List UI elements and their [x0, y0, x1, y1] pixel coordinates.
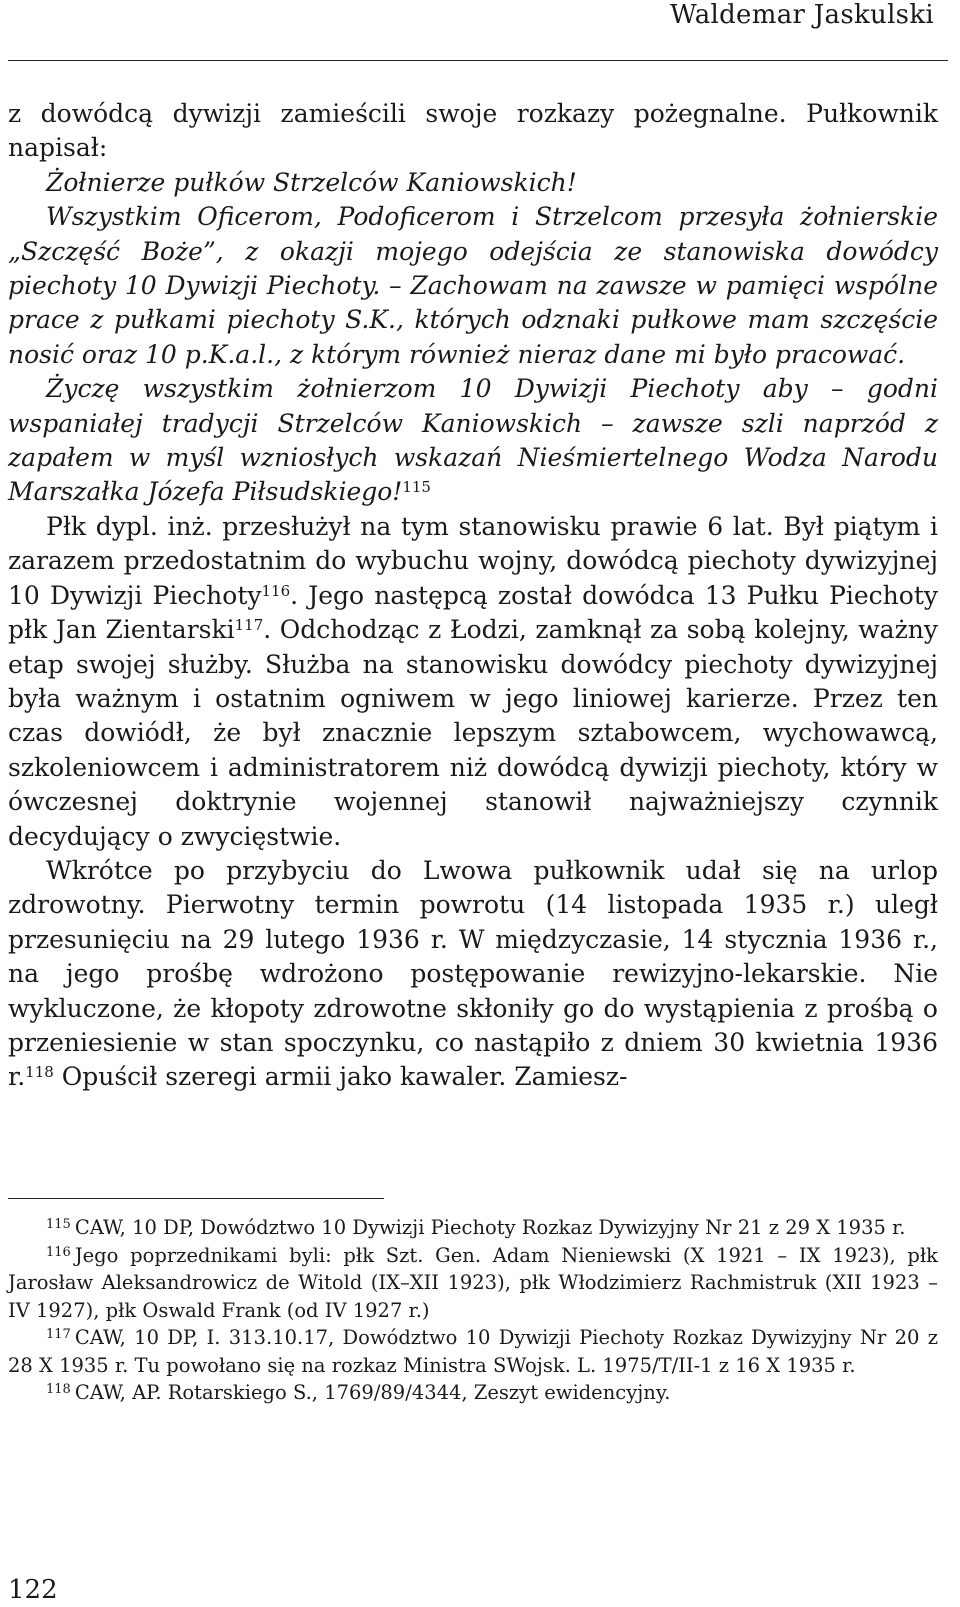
footnote-ref-117: 117: [234, 616, 264, 635]
footnote-number: 116: [46, 1244, 71, 1260]
paragraph-4-part-b: Opuścił szeregi armii jako kawaler. Zamiesz-: [53, 1062, 628, 1092]
footnote-separator: [8, 1198, 384, 1199]
page-number: 122: [8, 1575, 58, 1605]
running-header-author: Waldemar Jaskulski: [669, 0, 934, 30]
quote-paragraph-2: [8, 372, 938, 510]
footnote-number: 117: [46, 1327, 71, 1342]
paragraph-4: [8, 854, 938, 1095]
page-header: [0, 0, 960, 62]
paragraph-3-part-b: . Jego następcą został dowódca 13 Pułku Piechoty płk Jan Zientarski: [8, 580, 938, 645]
main-text: [8, 97, 938, 1095]
paragraph-1: z dowódcą dywizji zamieścili swoje rozkazy pożegnalne. Pułkownik napisał:: [8, 99, 938, 163]
footnote-118: [8, 1379, 938, 1407]
footnote-number: 115: [46, 1217, 71, 1232]
quote-salutation: Żołnierze pułków Strzelców Kaniowskich!: [46, 167, 577, 197]
paragraph-3: [8, 510, 938, 854]
paragraph-4-part-a: Wkrótce po przybyciu do Lwowa pułkownik udał się na urlop zdrowotny. Pierwotny termin powrotu (14 listopada 1935 r.) uległ przesunięciu na 29 lutego 1936 r. W międzyczasie, 14 stycznia 1936 r., na jego prośbę wdrożono postępowanie rewizyjno-lekarskie. Nie wykluczone, że kłopoty zdrowotne skłoniły go do wystąpienia z prośbą o przeniesienie w stan spoczynku, co nastąpiło z dniem 30 kwietnia 1936 r.: [8, 855, 938, 1092]
quote-paragraph-1: Wszystkim Oficerom, Podoficerom i Strzelcom przesyła żołnierskie „Szczęść Boże”, z okazji mojego odejścia ze stanowiska dowódcy piechoty 10 Dywizji Piechoty. – Zachowam na zawsze w pamięci wspólne prace z pułkami piechoty S.K., których odznaki pułkowe mam szczęście nosić oraz 10 p.K.a.l., z którym również nieraz dane mi było pracować.: [8, 202, 938, 369]
paragraph-3-part-c: . Odchodząc z Łodzi, zamknął za sobą kolejny, ważny etap swojej służby. Służba na stanowisku dowódcy piechoty dywizyjnej była ważnym i ostatnim ogniwem w jego liniowej karierze. Przez ten czas dowiódł, że był znacznie lepszym sztabowcem, wychowawcą, szkoleniowcem i administratorem niż dowódcą dywizji piechoty, który w ówczesnej doktrynie wojennej stanowił najważniejszy czynnik decydujący o zwycięstwie.: [8, 615, 938, 851]
footnote-text: CAW, AP. Rotarskiego S., 1769/89/4344, Zeszyt ewidencyjny.: [74, 1381, 671, 1404]
footnote-117: [8, 1324, 938, 1379]
footnote-116: [8, 1242, 938, 1325]
footnote-ref-115: 115: [402, 478, 431, 497]
footnote-ref-118: 118: [25, 1063, 54, 1082]
footnote-text: CAW, 10 DP, I. 313.10.17, Dowództwo 10 Dywizji Piechoty Rozkaz Dywizyjny Nr 20 z 28 X 1935 r. Tu powołano się na rozkaz Ministra SWojsk. L. 1975/T/II-1 z 16 X 1935 r.: [8, 1326, 938, 1377]
paragraph-3-part-a: Płk dypl. inż. przesłużył na tym stanowisku prawie 6 lat. Był piątym i zarazem przedostatnim do wybuchu wojny, dowódcą piechoty dywizyjnej 10 Dywizji Piechoty: [8, 511, 938, 610]
footnote-ref-116: 116: [261, 581, 291, 600]
footnote-text: Jego poprzednikami byli: płk Szt. Gen. Adam Nieniewski (X 1921 – IX 1923), płk Jarosław Aleksandrowicz de Witold (IX–XII 1923), płk Włodzimierz Rachmistruk (XII 1923 – IV 1927), płk Oswald Frank (od IV 1927 r.): [8, 1243, 938, 1322]
header-rule: [8, 60, 948, 61]
quote-paragraph-2-text: Życzę wszystkim żołnierzom 10 Dywizji Piechoty aby – godni wspaniałej tradycji Strzelców Kaniowskich – zawsze szli naprzód z zapałem w myśl wzniosłych wskazań Nieśmiertelnego Wodza Narodu Marszałka Józefa Piłsudskiego!: [8, 374, 938, 507]
footnote-115: [8, 1214, 938, 1242]
footnotes: [8, 1214, 938, 1407]
footnote-text: CAW, 10 DP, Dowództwo 10 Dywizji Piechoty Rozkaz Dywizyjny Nr 21 z 29 X 1935 r.: [74, 1216, 906, 1239]
footnote-number: 118: [46, 1382, 71, 1397]
